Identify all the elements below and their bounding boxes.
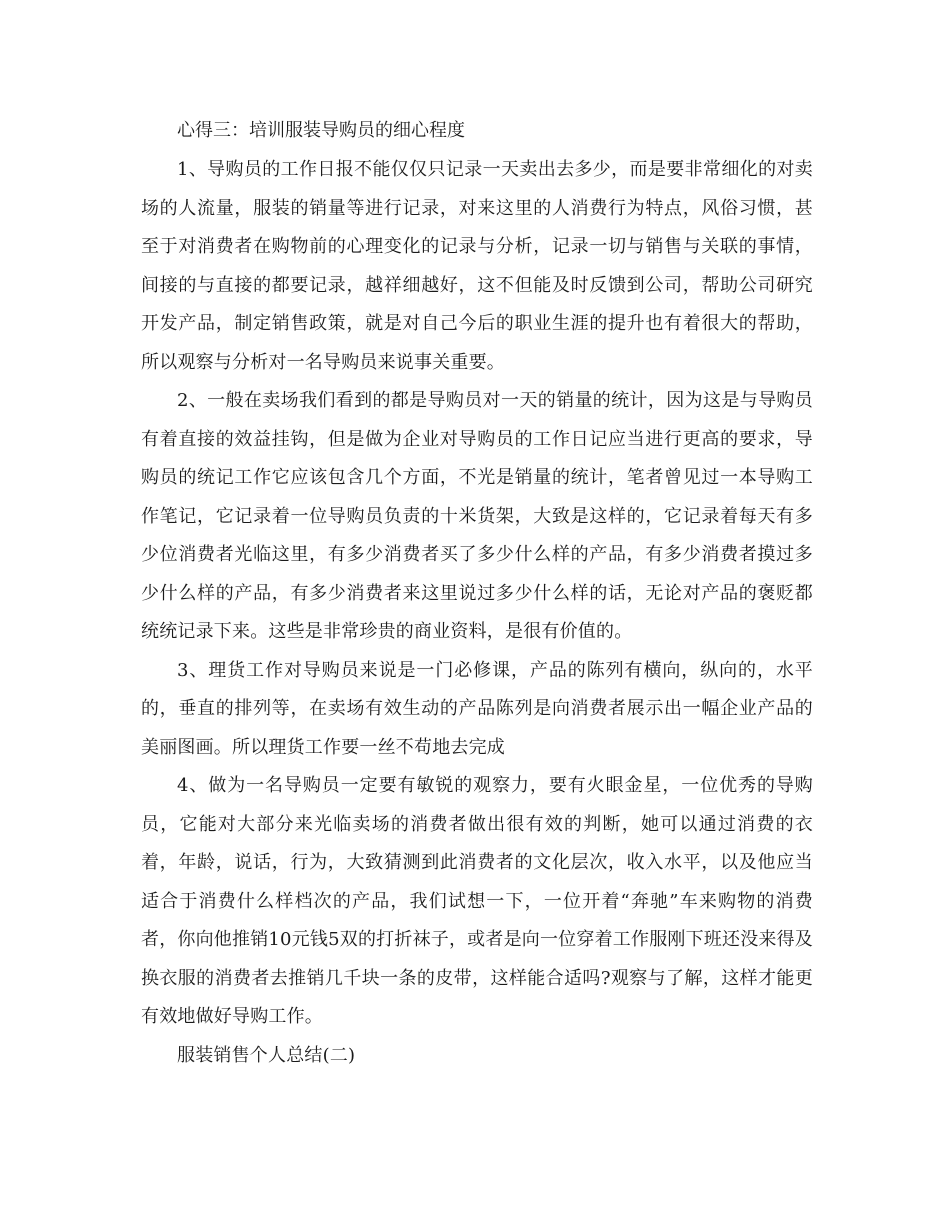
body-text bbox=[141, 151, 813, 1075]
paragraph-1: 1、导购员的工作日报不能仅仅只记录一天卖出去多少，而是要非常细化的对卖场的人流量，服装的销量等进行记录，对来这里的人消费行为特点，风俗习惯，甚至于对消费者在购物前的心理变化的记录与分析，记录一切与销售与关联的事情，间接的与直接的都要记录，越祥细越好，这不但能及时反馈到公司，帮助公司研究开发产品，制定销售政策，就是对自己今后的职业生涯的提升也有着很大的帮助，所以观察与分析对一名导购员来说事关重要。 bbox=[141, 159, 813, 373]
paragraph-3: 3、理货工作对导购员来说是一门必修课，产品的陈列有横向，纵向的，水平的，垂直的排列等，在卖场有效生动的产品陈列是向消费者展示出一幅企业产品的美丽图画。所以理货工作要一丝不苟地去完成 bbox=[141, 659, 813, 758]
paragraph-4: 4、做为一名导购员一定要有敏锐的观察力，要有火眼金星，一位优秀的导购员，它能对大部分来光临卖场的消费者做出很有效的判断，她可以通过消费的衣着，年龄，说话，行为，大致猜测到此消费者的文化层次，收入水平，以及他应当适合于消费什么样档次的产品，我们试想一下，一位开着“奔驰”车来购物的消费者，你向他推销10元钱5双的打折袜子，或者是向一位穿着工作服刚下班还没来得及换衣服的消费者去推销几千块一条的皮带，这样能合适吗?观察与了解，这样才能更有效地做好导购工作。 bbox=[141, 775, 813, 1027]
section-heading: 心得三：培训服装导购员的细心程度 bbox=[177, 120, 465, 141]
paragraph-2: 2、一般在卖场我们看到的都是导购员对一天的销量的统计，因为这是与导购员有着直接的效益挂钩，但是做为企业对导购员的工作日记应当进行更高的要求，导购员的统记工作它应该包含几个方面，不光是销量的统计，笔者曾见过一本导购工作笔记，它记录着一位导购员负责的十米货架，大致是这样的，它记录着每天有多少位消费者光临这里，有多少消费者买了多少什么样的产品，有多少消费者摸过多少什么样的产品，有多少消费者来这里说过多少什么样的话，无论对产品的褒贬都统统记录下来。这些是非常珍贵的商业资料，是很有价值的。 bbox=[141, 390, 813, 642]
subtitle-summary-2: 服装销售个人总结(二) bbox=[177, 1044, 356, 1066]
